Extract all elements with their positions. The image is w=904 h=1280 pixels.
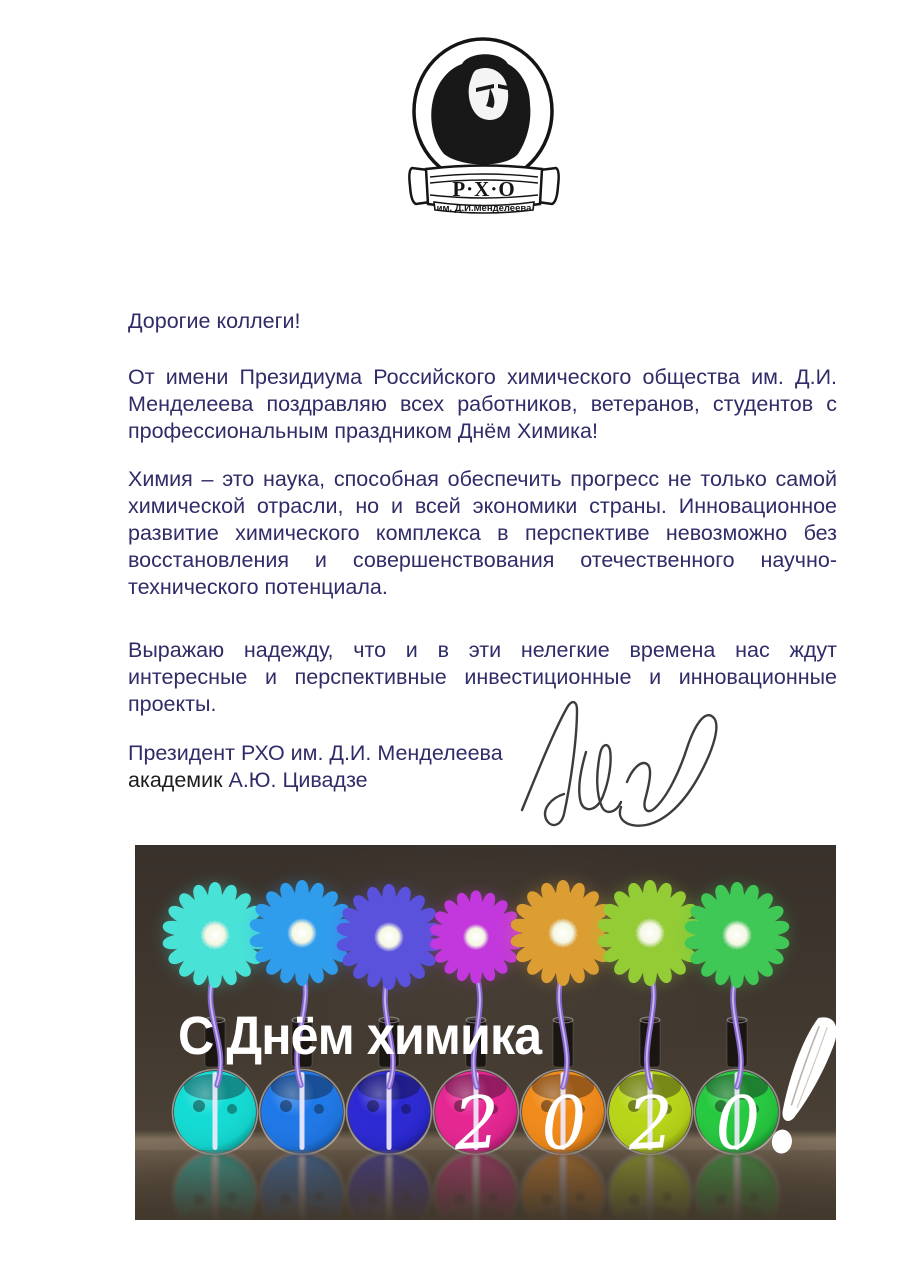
flower-heads	[162, 880, 791, 990]
year-digit-0: 0	[538, 1079, 590, 1167]
logo-acronym: Р·Х·О	[452, 177, 516, 201]
paragraph-congratulation: От имени Президиума Российского химического общества им. Д.И. Менделеева поздравляю всех работников, ветеранов, студентов с профессиональным праздником Днём Химика!	[128, 365, 837, 443]
greeting-line: Дорогие коллеги!	[128, 309, 301, 333]
rho-society-logo	[406, 36, 562, 218]
signer-name: А.Ю. Цивадзе	[228, 768, 368, 792]
signer-title: Президент РХО им. Д.И. Менделеева	[128, 741, 503, 765]
holiday-card-image	[135, 845, 836, 1220]
year-digit-2b: 2	[625, 1079, 677, 1167]
signature-block	[128, 740, 837, 794]
paragraph-chemistry: Химия – это наука, способная обеспечить прогресс не только самой химической отрасли, но и всей экономики страны. Инновационное развитие химического комплекса в перспективе невозможно без восстановления и совершенствования отечественного научно-технического потенциала.	[128, 467, 837, 599]
paragraph-hope: Выражаю надежду, что и в эти нелегкие времена нас ждут интересные и перспективные инвестиционные и инновационные проекты.	[128, 638, 837, 716]
flower-green	[684, 882, 791, 988]
signer-rank: академик	[128, 768, 223, 792]
flower-magenta	[429, 890, 523, 983]
logo-subtitle: им. Д.И.Менделеева	[436, 203, 532, 214]
year-digit-2: 2	[451, 1079, 503, 1167]
year-digit-0b: 0	[712, 1079, 764, 1167]
letter-body	[128, 308, 837, 794]
signer-name-line	[128, 767, 837, 794]
exclamation-mark	[765, 1013, 836, 1173]
flower-indigo	[336, 884, 443, 990]
poster-title: С Днём химика	[178, 1006, 542, 1066]
handwritten-signature	[508, 690, 728, 832]
logo-banner	[409, 166, 558, 215]
